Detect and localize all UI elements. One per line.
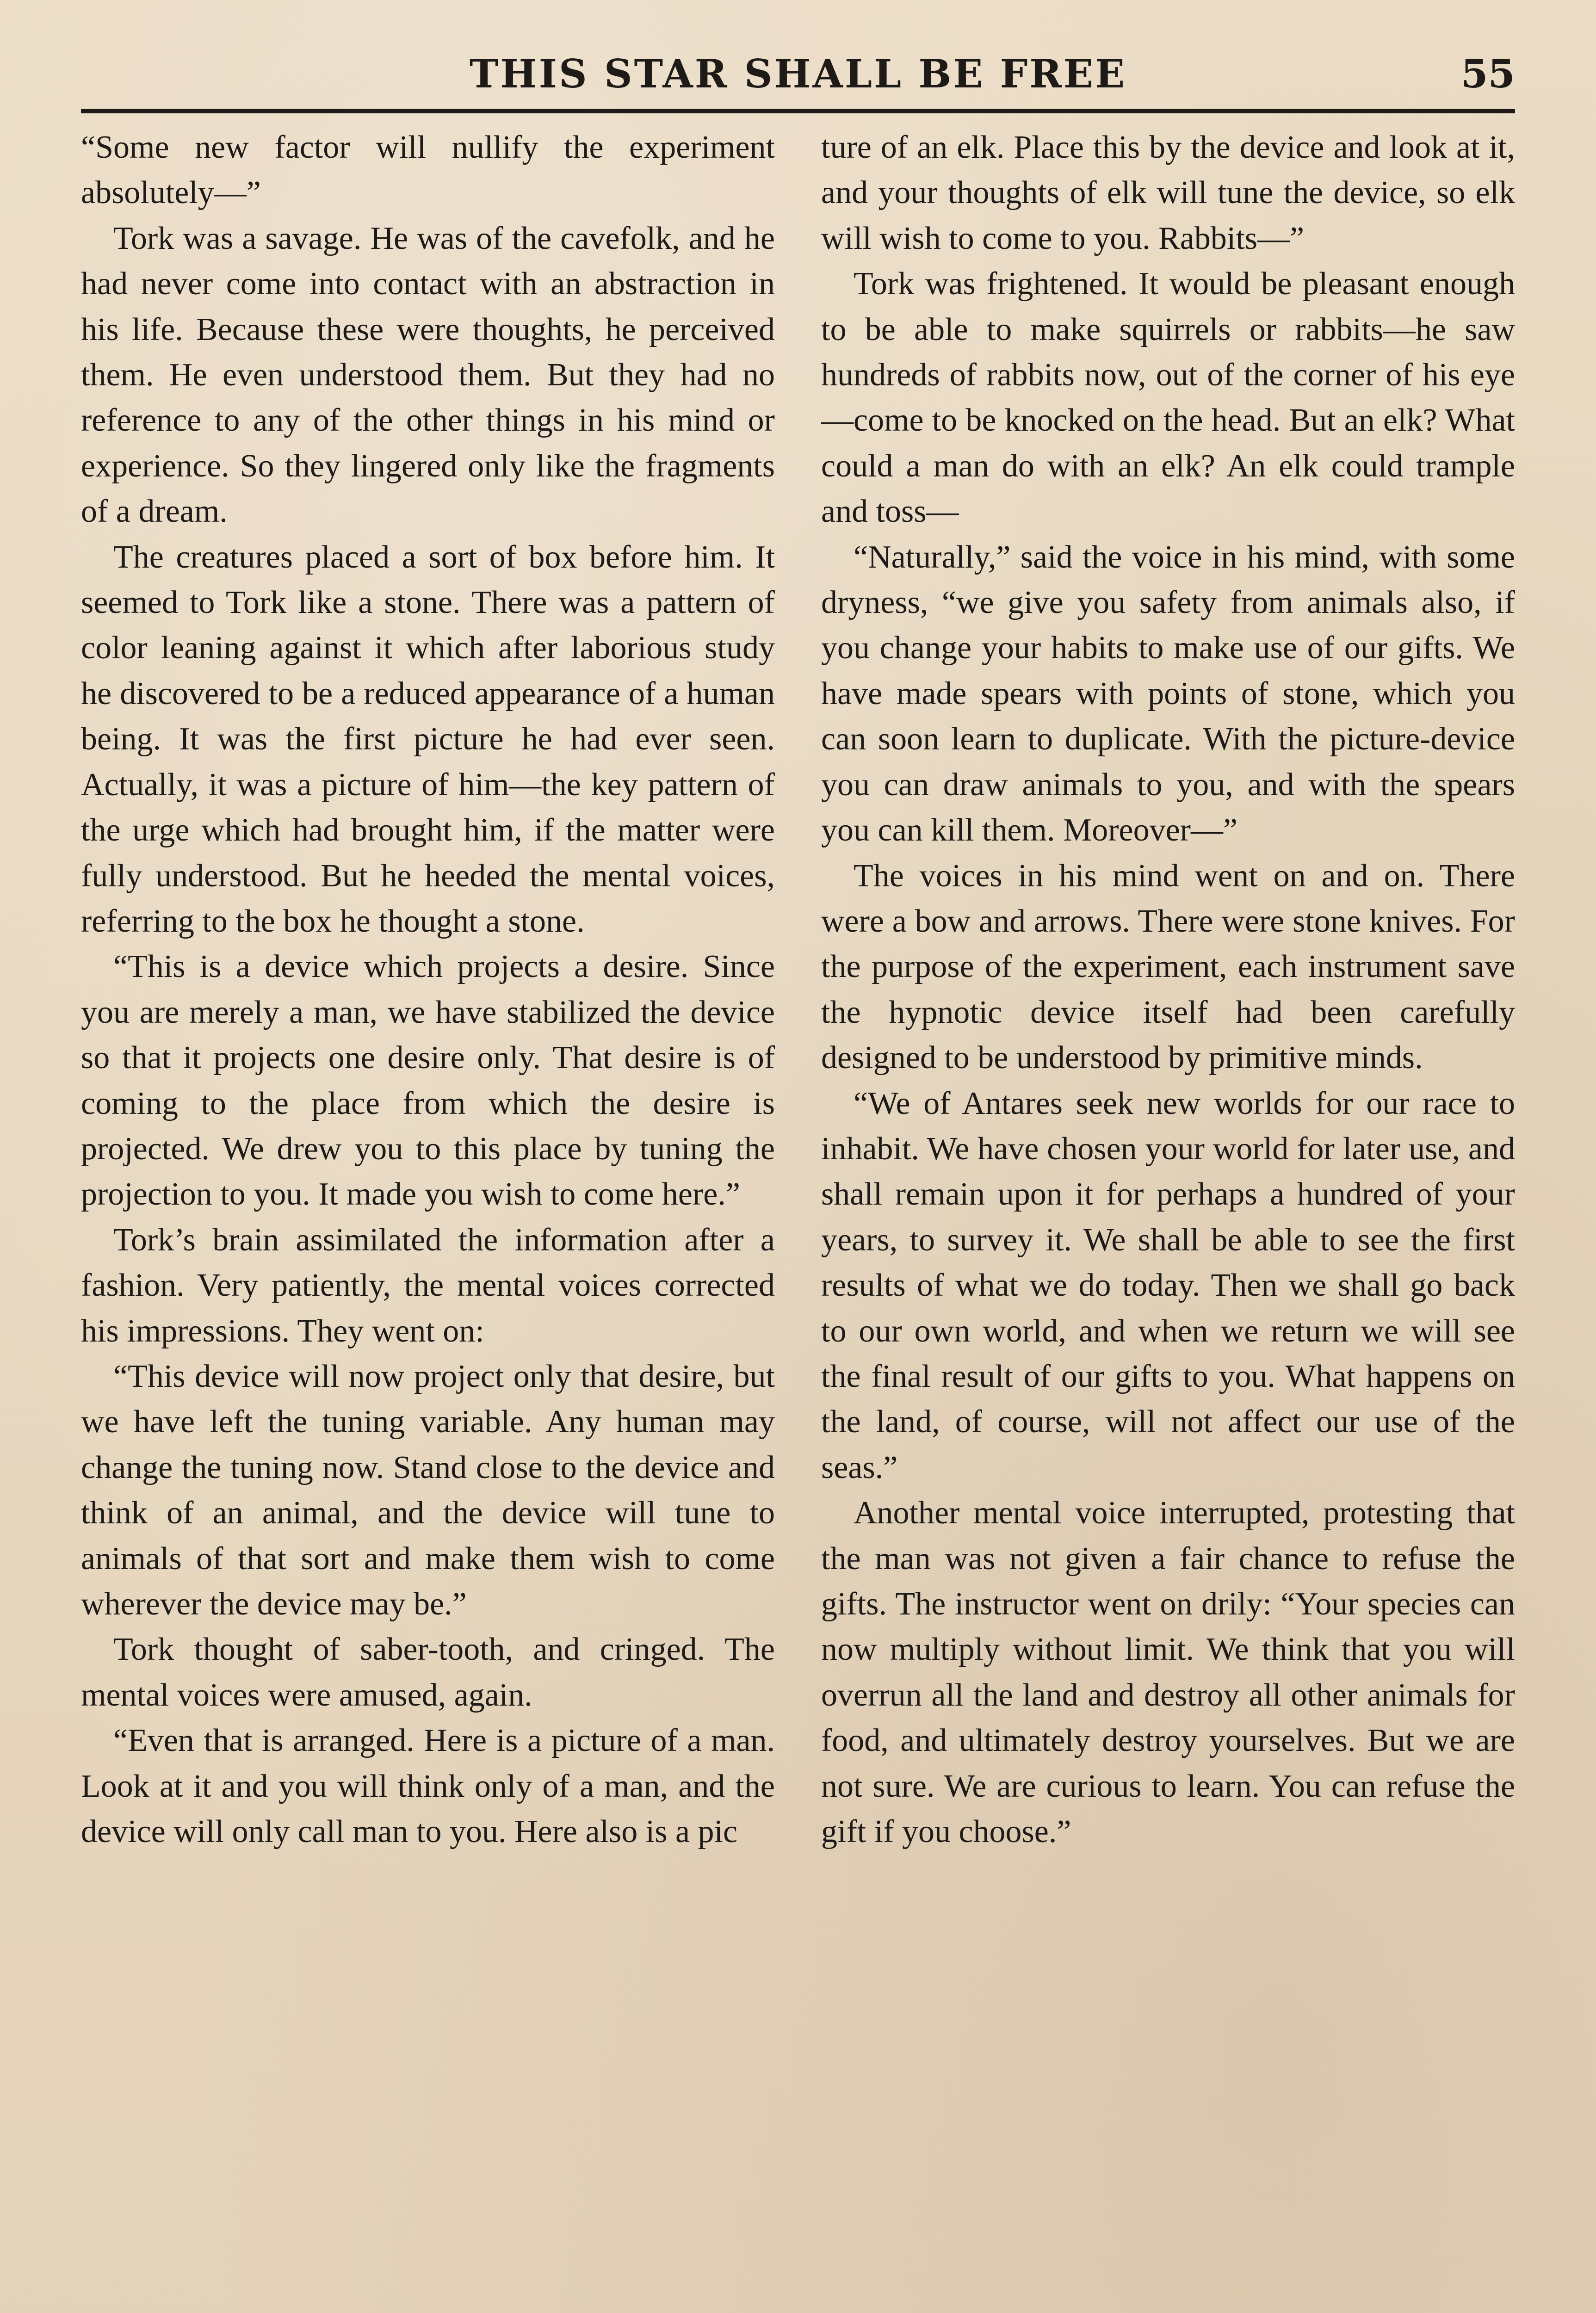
paragraph: “Even that is arranged. Here is a picture of a man. Look at it and you will think only of a man, and the device will only call man to you. Here also is a pic [81, 1723, 775, 1850]
text-columns [81, 125, 1515, 2290]
page-number: 55 [1461, 51, 1515, 97]
right-column [821, 125, 1515, 2290]
paragraph: Tork was frightened. It would be pleasant enough to be able to make squirrels or rabbits—he saw hundreds of rabbits now, out of the corner of his eye—come to be knocked on the head. But an elk? What could a man do with an elk? An elk could trample and toss— [821, 266, 1515, 530]
paragraph: ture of an elk. Place this by the device and look at it, and your thoughts of elk will tune the device, so elk will wish to come to you. Rabbits—” [821, 130, 1515, 256]
page-header [81, 51, 1515, 109]
left-column [81, 125, 775, 2290]
paragraph: “Naturally,” said the voice in his mind, with some dryness, “we give you safety from animals also, if you change your habits to make use of our gifts. We have made spears with points of stone, which you can soon learn to duplicate. With the picture-device you can draw animals to you, and with the spears you can kill them. Moreover—” [821, 539, 1515, 848]
paragraph: “This is a device which projects a desire. Since you are merely a man, we have stabilized the device so that it projects one desire only. That desire is of coming to the place from which the desire is projected. We drew you to this place by tuning the projection to you. It made you wish to come here.” [81, 949, 775, 1212]
paragraph: “We of Antares seek new worlds for our race to inhabit. We have chosen your world for later use, and shall remain upon it for perhaps a hundred of your years, to survey it. We shall be able to see the first results of what we do today. Then we shall go back to our own world, and when we return we will see the final result of our gifts to you. What happens on the land, of course, will not affect our use of the seas.” [821, 1085, 1515, 1485]
paragraph: Tork thought of saber-tooth, and cringed. The mental voices were amused, again. [81, 1632, 775, 1713]
header-rule [81, 109, 1515, 113]
paragraph: “This device will now project only that desire, but we have left the tuning variable. Any human may change the tuning now. Stand close to the device and think of an animal, and the device will tune to animals of that sort and make them wish to come wherever the device may be.” [81, 1358, 775, 1622]
paragraph: The creatures placed a sort of box before him. It seemed to Tork like a stone. There was a pattern of color leaning against it which after laborious study he discovered to be a reduced appearance of a human being. It was the first picture he had ever seen. Actually, it was a picture of him—the key pattern of the urge which had brought him, if the matter were fully understood. But he heeded the mental voices, referring to the box he thought a stone. [81, 539, 775, 939]
paragraph: Tork’s brain assimilated the information after a fashion. Very patiently, the mental voices corrected his impressions. They went on: [81, 1222, 775, 1349]
paragraph: The voices in his mind went on and on. There were a bow and arrows. There were stone knives. For the purpose of the experiment, each instrument save the hypnotic device itself had been carefully designed to be understood by primitive minds. [821, 858, 1515, 1076]
paragraph: Tork was a savage. He was of the cavefolk, and he had never come into contact with an abstraction in his life. Because these were thoughts, he perceived them. He even understood them. But they had no reference to any of the other things in his mind or experience. So they lingered only like the fragments of a dream. [81, 220, 775, 530]
paragraph: Another mental voice interrupted, protesting that the man was not given a fair chance to refuse the gifts. The instructor went on drily: “Your species can now multiply without limit. We think that you will overrun all the land and destroy all other animals for food, and ultimately destroy yourselves. But we are not sure. We are curious to learn. You can refuse the gift if you choose.” [821, 1495, 1515, 1850]
paragraph: “Some new factor will nullify the experiment absolutely—” [81, 130, 775, 211]
running-head: THIS STAR SHALL BE FREE [469, 51, 1127, 97]
